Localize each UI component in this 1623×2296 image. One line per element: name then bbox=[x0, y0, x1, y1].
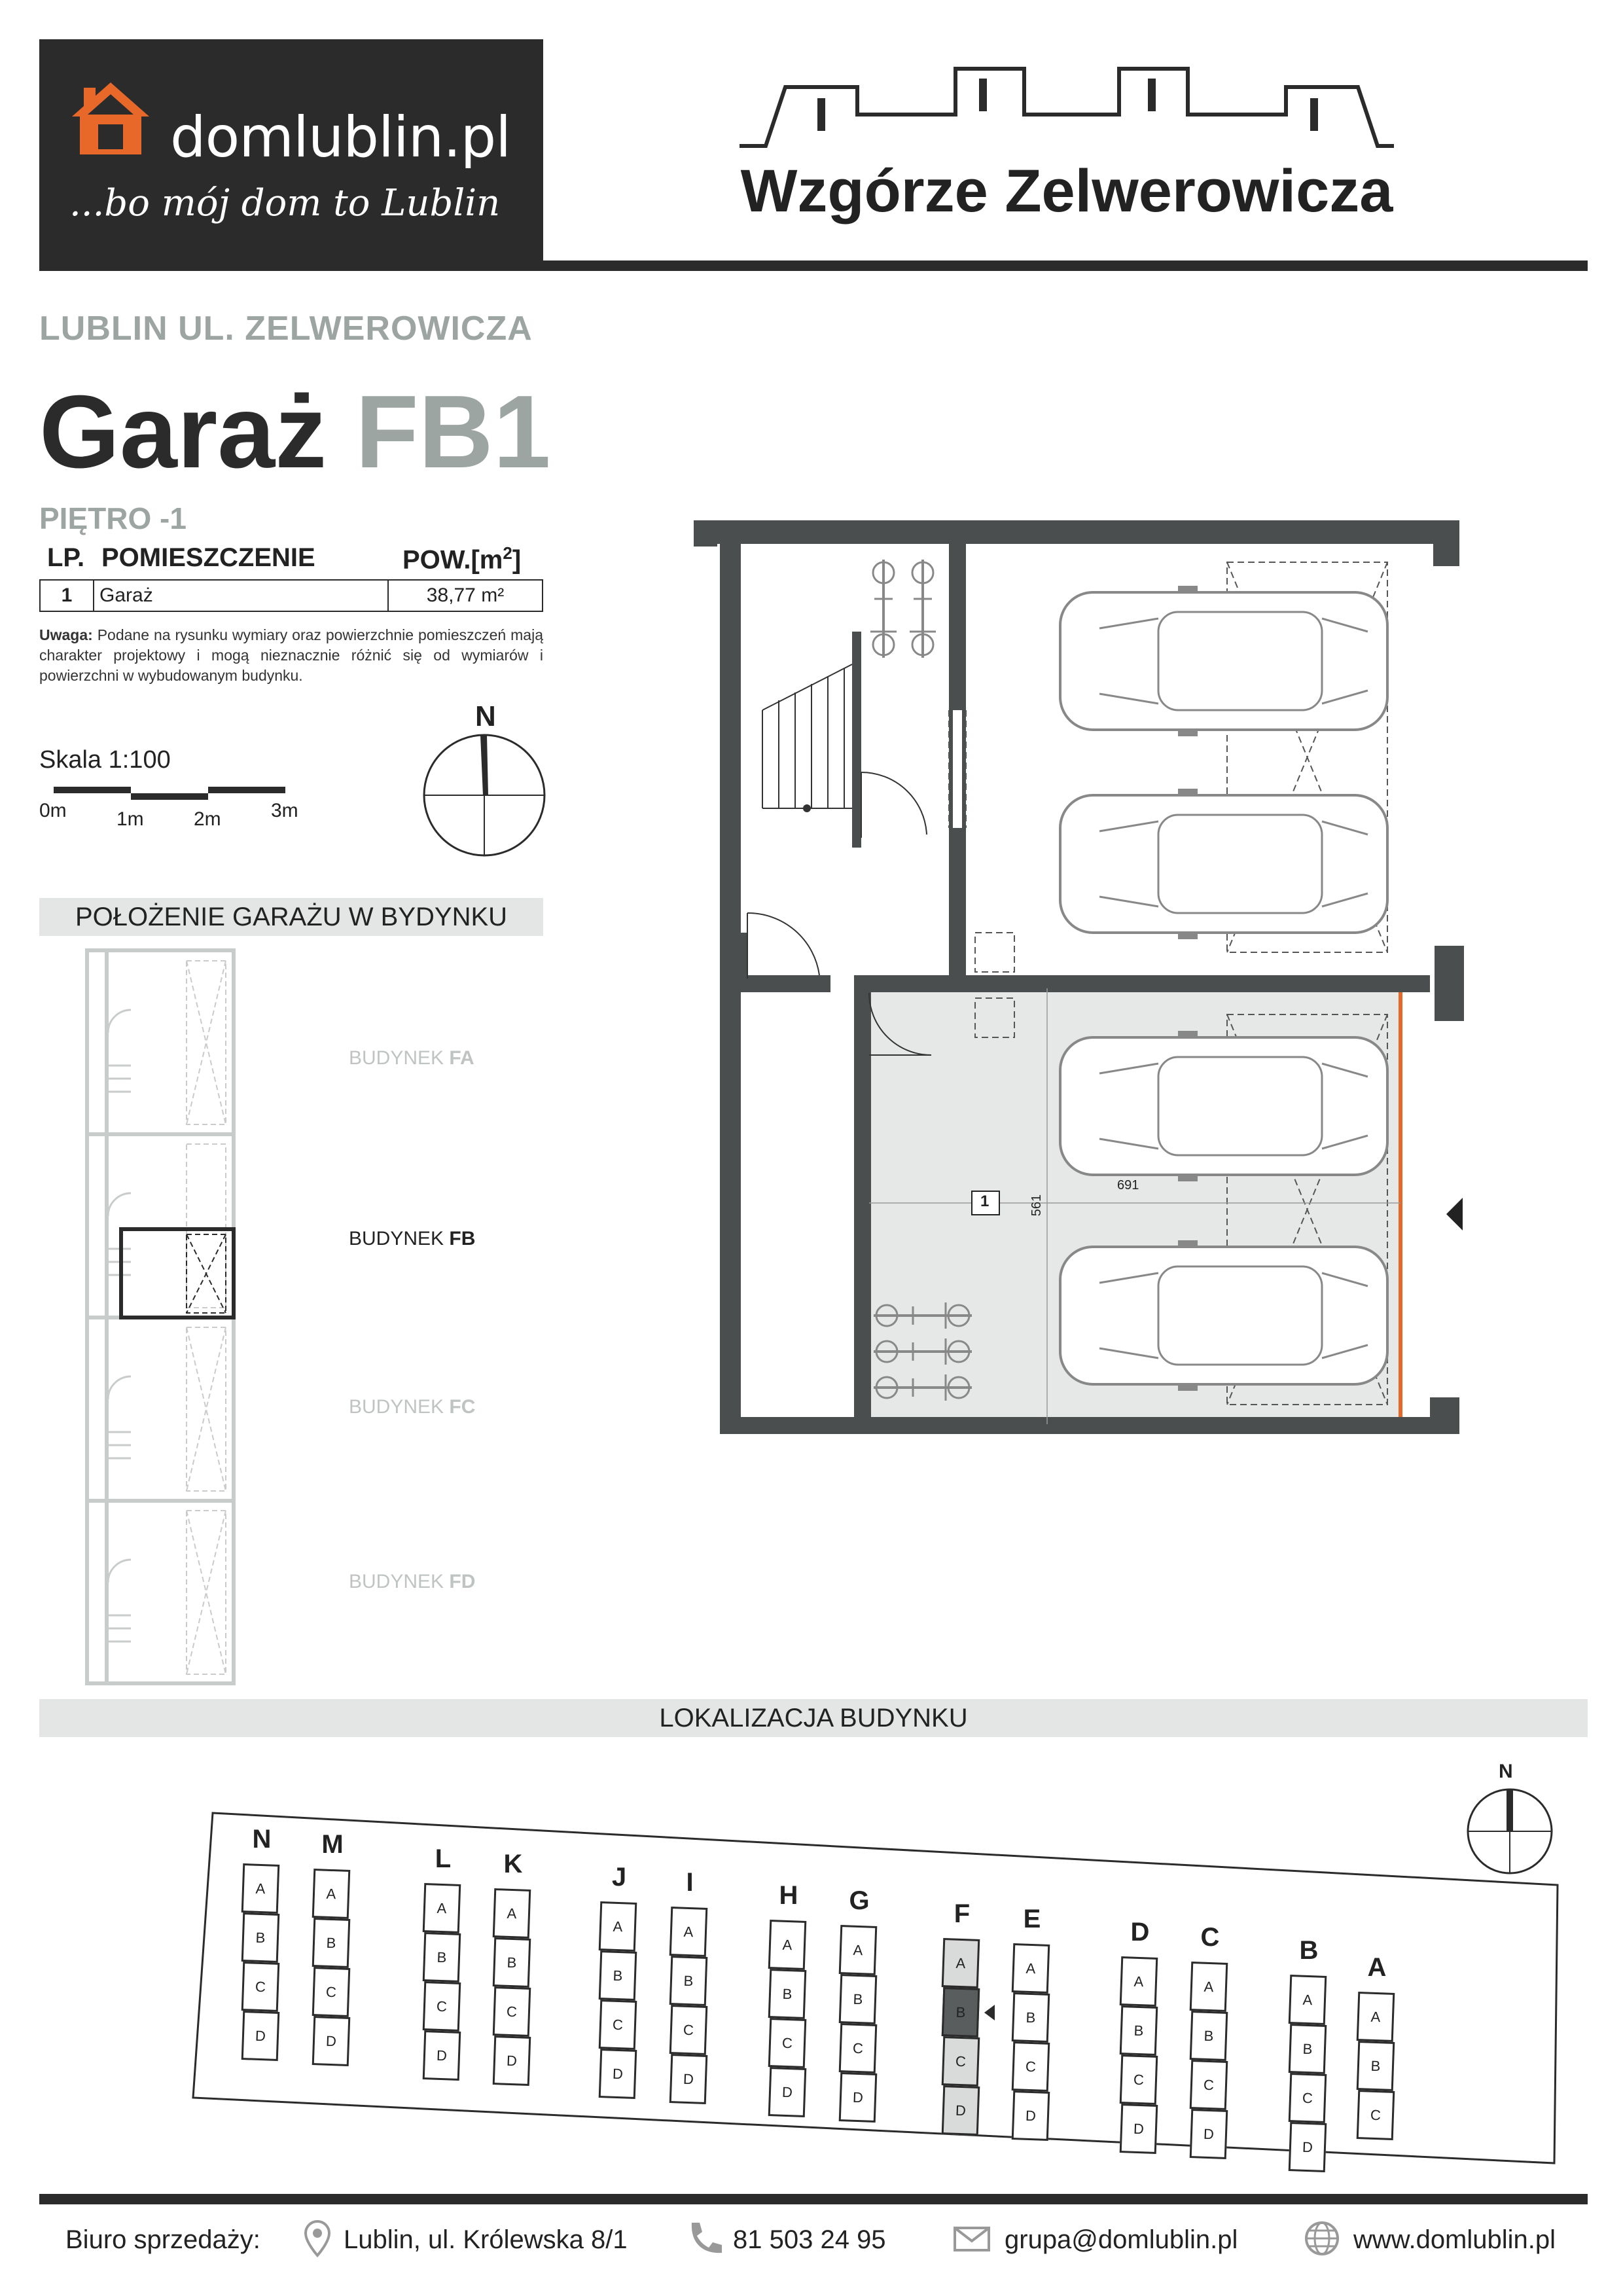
block-section: D bbox=[312, 2016, 351, 2066]
scale-label: Skala 1:100 bbox=[39, 746, 171, 774]
block-section: D bbox=[241, 2011, 280, 2061]
block-section: B bbox=[1012, 1992, 1050, 2043]
floor-label: PIĘTRO -1 bbox=[39, 501, 187, 535]
block-section: C bbox=[312, 1967, 351, 2017]
location-section-title: LOKALIZACJA BUDYNKU bbox=[39, 1699, 1588, 1737]
col-lp-header: LP. bbox=[47, 543, 85, 572]
block-letter: M bbox=[321, 1830, 344, 1859]
block-section: B bbox=[241, 1912, 280, 1963]
table-row bbox=[39, 579, 543, 612]
block-section: D bbox=[423, 2030, 461, 2081]
block-section: D bbox=[1012, 2090, 1050, 2141]
position-section-title: POŁOŻENIE GARAŻU W BYDYNKU bbox=[39, 898, 543, 936]
block-section: B bbox=[493, 1937, 531, 1988]
block-letter: D bbox=[1130, 1918, 1150, 1946]
footer-phone: 81 503 24 95 bbox=[733, 2225, 886, 2254]
block-letter: C bbox=[1200, 1923, 1220, 1952]
scale-tick: 0m bbox=[39, 800, 67, 821]
col-room-header: POMIESZCZENIE bbox=[101, 543, 315, 572]
block-section: C bbox=[669, 2005, 708, 2055]
row-area: 38,77 m² bbox=[387, 581, 542, 611]
scale-tick: 3m bbox=[271, 800, 298, 821]
header-divider bbox=[39, 260, 1588, 271]
footer-address: Lublin, ul. Królewska 8/1 bbox=[344, 2225, 628, 2254]
block-section: A bbox=[1120, 1956, 1158, 2007]
email-icon bbox=[952, 2219, 991, 2258]
building-label-fd: BUDYNEK FD bbox=[349, 1571, 476, 1592]
block-letter: J bbox=[611, 1863, 627, 1892]
block-section: D bbox=[599, 2049, 637, 2099]
col-area-header: $POW.[m^2]$ bbox=[402, 543, 522, 575]
block-section: B bbox=[942, 1987, 980, 2037]
block-section: D bbox=[1190, 2109, 1228, 2159]
active-block-arrow bbox=[984, 2005, 995, 2020]
block-section: B bbox=[599, 1950, 637, 2001]
block-section: D bbox=[1120, 2104, 1158, 2154]
block-section: B bbox=[669, 1956, 708, 2006]
block-section: C bbox=[1289, 2073, 1327, 2123]
brand-title: Wzgórze Zelwerowicza bbox=[740, 158, 1393, 224]
block-section: A bbox=[942, 1938, 980, 1988]
building-position-plan bbox=[82, 948, 239, 1687]
title-word: Garaż bbox=[39, 374, 327, 490]
block-section: A bbox=[768, 1920, 807, 1970]
block-letter: A bbox=[1367, 1953, 1387, 1982]
block-section: C bbox=[599, 2000, 637, 2050]
compass-icon bbox=[1465, 1787, 1554, 1876]
block-letter: I bbox=[686, 1868, 694, 1897]
block-section: B bbox=[839, 1974, 878, 2024]
compass-letter: N bbox=[475, 700, 496, 732]
block-letter: G bbox=[849, 1886, 870, 1915]
block-section: A bbox=[599, 1901, 637, 1952]
block-section: A bbox=[1190, 1962, 1228, 2012]
block-section: A bbox=[493, 1888, 531, 1939]
compass-letter: N bbox=[1499, 1761, 1513, 1782]
block-section: A bbox=[1012, 1943, 1050, 1994]
row-room: Garaż bbox=[99, 584, 153, 606]
block-section: A bbox=[839, 1925, 878, 1975]
block-section: A bbox=[241, 1863, 280, 1914]
footer-email[interactable]: grupa@domlublin.pl bbox=[1005, 2225, 1238, 2254]
block-section: C bbox=[241, 1962, 280, 2012]
block-letter: F bbox=[954, 1899, 971, 1928]
block-section: B bbox=[1357, 2041, 1395, 2091]
house-logo-icon bbox=[68, 79, 153, 157]
block-section: C bbox=[839, 2023, 878, 2073]
scale-bar bbox=[54, 785, 296, 812]
block-section: A bbox=[1357, 1992, 1395, 2042]
block-letter: K bbox=[503, 1850, 523, 1878]
dimension-width: 691 bbox=[1117, 1178, 1139, 1193]
footer-label: Biuro sprzedaży: bbox=[65, 2225, 260, 2254]
skyline-icon bbox=[740, 62, 1394, 154]
page-title bbox=[39, 373, 551, 492]
row-lp: 1 bbox=[41, 581, 94, 611]
block-section: D bbox=[768, 2067, 807, 2117]
block-section: A bbox=[669, 1907, 708, 1957]
disclaimer-note: Uwaga: Podane na rysunku wymiary oraz powierzchnie pomieszczeń mają charakter projektowy i mogą nieznacznie różnić się od wymiarów i powierzchni w wybudowanym budynku. bbox=[39, 626, 543, 684]
block-section: B bbox=[1120, 2005, 1158, 2056]
building-label-fa: BUDYNEK FA bbox=[349, 1047, 474, 1069]
phone-icon bbox=[684, 2219, 723, 2258]
floor-plan bbox=[694, 520, 1466, 1450]
block-section: A bbox=[1289, 1975, 1327, 2025]
block-section: B bbox=[768, 1969, 807, 2019]
footer-website[interactable]: www.domlublin.pl bbox=[1353, 2225, 1556, 2254]
globe-icon bbox=[1302, 2219, 1342, 2258]
block-letter: L bbox=[435, 1844, 452, 1873]
block-section: D bbox=[839, 2072, 878, 2123]
block-section: C bbox=[493, 1986, 531, 2037]
block-section: C bbox=[423, 1981, 461, 2032]
block-section: C bbox=[942, 2036, 980, 2087]
block-section: C bbox=[768, 2018, 807, 2068]
location-pin-icon bbox=[298, 2219, 337, 2258]
scale-tick: 1m bbox=[116, 808, 144, 830]
block-section: D bbox=[1289, 2122, 1327, 2172]
block-section: B bbox=[423, 1932, 461, 1982]
block-section: C bbox=[1120, 2054, 1158, 2105]
block-section: B bbox=[1289, 2024, 1327, 2074]
block-letter: B bbox=[1299, 1936, 1319, 1965]
block-section: D bbox=[669, 2054, 708, 2104]
block-section: D bbox=[942, 2085, 980, 2136]
title-code: FB1 bbox=[355, 374, 551, 490]
block-section: D bbox=[493, 2036, 531, 2086]
block-section: C bbox=[1190, 2060, 1228, 2110]
logo-text: domlublin.pl bbox=[170, 105, 511, 170]
compass bbox=[412, 700, 556, 864]
building-label-fc: BUDYNEK FC bbox=[349, 1396, 476, 1418]
compass-icon bbox=[419, 730, 550, 861]
building-label-fb: BUDYNEK FB bbox=[349, 1228, 476, 1249]
footer-divider bbox=[39, 2194, 1588, 2204]
block-section: C bbox=[1012, 2041, 1050, 2092]
scale-tick: 2m bbox=[194, 808, 221, 830]
dimension-depth: 561 bbox=[1029, 1194, 1044, 1217]
compass-small bbox=[1456, 1748, 1554, 1885]
block-section: B bbox=[312, 1918, 351, 1968]
block-section: A bbox=[312, 1869, 351, 1919]
block-letter: H bbox=[779, 1881, 798, 1910]
block-letter: E bbox=[1023, 1905, 1041, 1933]
logo-slogan: ...bo mój dom to Lublin bbox=[69, 182, 501, 224]
block-section: C bbox=[1357, 2090, 1395, 2140]
block-section: B bbox=[1190, 2011, 1228, 2061]
block-letter: N bbox=[252, 1825, 272, 1854]
block-section: A bbox=[423, 1883, 461, 1933]
location-line: LUBLIN UL. ZELWEROWICZA bbox=[39, 310, 533, 348]
logo-panel bbox=[39, 39, 543, 268]
room-number: 1 bbox=[980, 1193, 990, 1210]
